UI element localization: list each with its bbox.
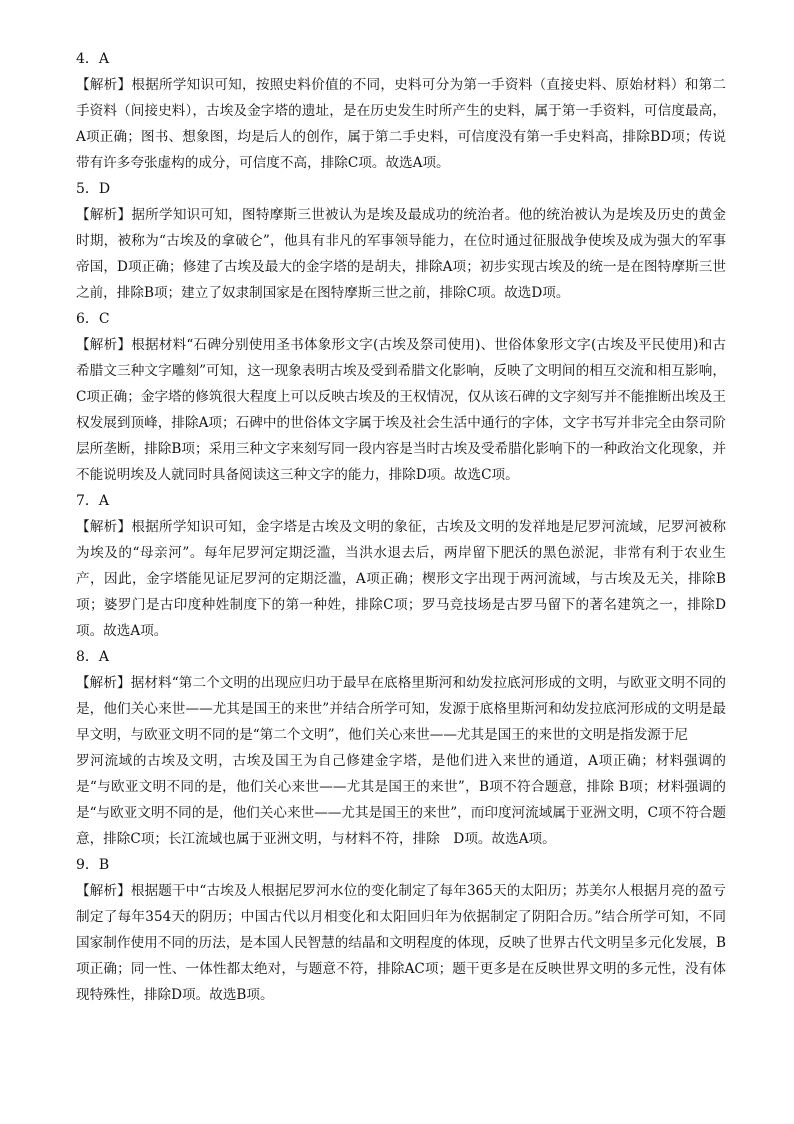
answer-number: 5．D <box>76 181 111 197</box>
answer-number: 6．C <box>76 311 110 327</box>
explanation-text: 【解析】根据题干中“古埃及人根据尼罗河水位的变化制定了每年365天的太阳历；苏美尔人根据月亮的盈亏制定了每年354天的阴历；中国古代以月相变化和太阳回归年为依据制定了阴阳合历。”结合所学可知，不同国家制作使用不同的历法，是本国人民智慧的结晶和文明程度的体现，反映了世界古代文明呈多元化发展，B项正确；同一性、一体性都太绝对，与题意不符，排除AC项；题干更多是在反映世界文明的多元性，没有体现特殊性，排除D项。故选B项。 <box>76 883 726 1003</box>
explanation-text: 【解析】据材料“第二个文明的出现应归功于最早在底格里斯河和幼发拉底河形成的文明，与欧亚文明不同的是，他们关心来世——尤其是国王的来世”并结合所学可知，发源于底格里斯河和幼发拉底河形成的文明是最早文明，与欧亚文明不同的是“第二个文明”，他们关心来世——尤其是国王的来世的文明是指发源于尼 <box>76 675 726 743</box>
explanation-text: 【解析】根据材料“石碑分别使用圣书体象形文字(古埃及祭司使用)、世俗体象形文字(古埃及平民使用)和古希腊文三种文字雕刻”可知，这一现象表明古埃及受到希腊文化影响，反映了文明间的相互交流和相互影响，C项正确；金字塔的修筑很大程度上可以反映古埃及的王权情况，仅从该石碑的文字刻写并不能推断出埃及王权发展到顶峰，排除A项；石碑中的世俗体文字属于埃及社会生活中通行的字体，文字书写并非完全由祭司阶层所垄断，排除B项；采用三种文字来刻写同一段内容是当时古埃及受希腊化影响下的一种政治文化现象，并不能说明埃及人就同时具备阅读这三种文字的能力，排除D项。故选C项。 <box>76 337 726 483</box>
answer-number: 4．A <box>76 51 110 67</box>
answer-number: 7．A <box>76 493 110 509</box>
explanation-text: 【解析】据所学知识可知，图特摩斯三世被认为是埃及最成功的统治者。他的统治被认为是埃及历史的黄金时期，被称为“古埃及的拿破仑”，他具有非凡的军事领导能力，在位时通过征服战争使埃及成为强大的军事帝国，D项正确；修建了古埃及最大的金字塔的是胡夫，排除A项；初步实现古埃及的统一是在图特摩斯三世之前，排除B项；建立了奴隶制国家是在图特摩斯三世之前，排除C项。故选D项。 <box>76 207 726 301</box>
explanation-text: 【解析】根据所学知识可知，按照史料价值的不同，史料可分为第一手资料（直接史料、原始材料）和第二手资料（间接史料），古埃及金字塔的遗址，是在历史发生时所产生的史料，属于第一手资料，可信度最高，A项正确；图书、想象图，均是后人的创作，属于第二手史料，可信度没有第一手史料高，排除BD项；传说带有许多夸张虚构的成分，可信度不高，排除C项。故选A项。 <box>76 77 726 171</box>
answer-item-8 <box>76 644 726 852</box>
explanation-text: 【解析】根据所学知识可知，金字塔是古埃及文明的象征，古埃及文明的发祥地是尼罗河流域，尼罗河被称为埃及的“母亲河”。每年尼罗河定期泛滥，当洪水退去后，两岸留下肥沃的黑色淤泥，非常有利于农业生产，因此，金字塔能见证尼罗河的定期泛滥，A项正确；楔形文字出现于两河流域，与古埃及无关，排除B项；婆罗门是古印度种姓制度下的第一种姓，排除C项；罗马竞技场是古罗马留下的著名建筑之一，排除D项。故选A项。 <box>76 519 726 639</box>
explanation-text-continued: 罗河流域的古埃及文明，古埃及国王为自己修建金字塔，是他们进入来世的通道，A项正确；材料强调的是“与欧亚文明不同的是，他们关心来世——尤其是国王的来世”，B项不符合题意，排除 B项；材料强调的是“与欧亚文明不同的是，他们关心来世——尤其是国王的来世”，而印度河流域属于亚洲文明，C项不符合题意，排除C项；长江流域也属于亚洲文明，与材料不符，排除 D项。故选A项。 <box>76 753 726 847</box>
answer-item-9 <box>76 852 726 1008</box>
answer-number: 8．A <box>76 649 110 665</box>
answer-item-7 <box>76 488 726 644</box>
answer-explanations <box>76 46 726 1008</box>
answer-number: 9．B <box>76 857 110 873</box>
answer-item-5 <box>76 176 726 306</box>
answer-item-4 <box>76 46 726 176</box>
answer-item-6 <box>76 306 726 488</box>
